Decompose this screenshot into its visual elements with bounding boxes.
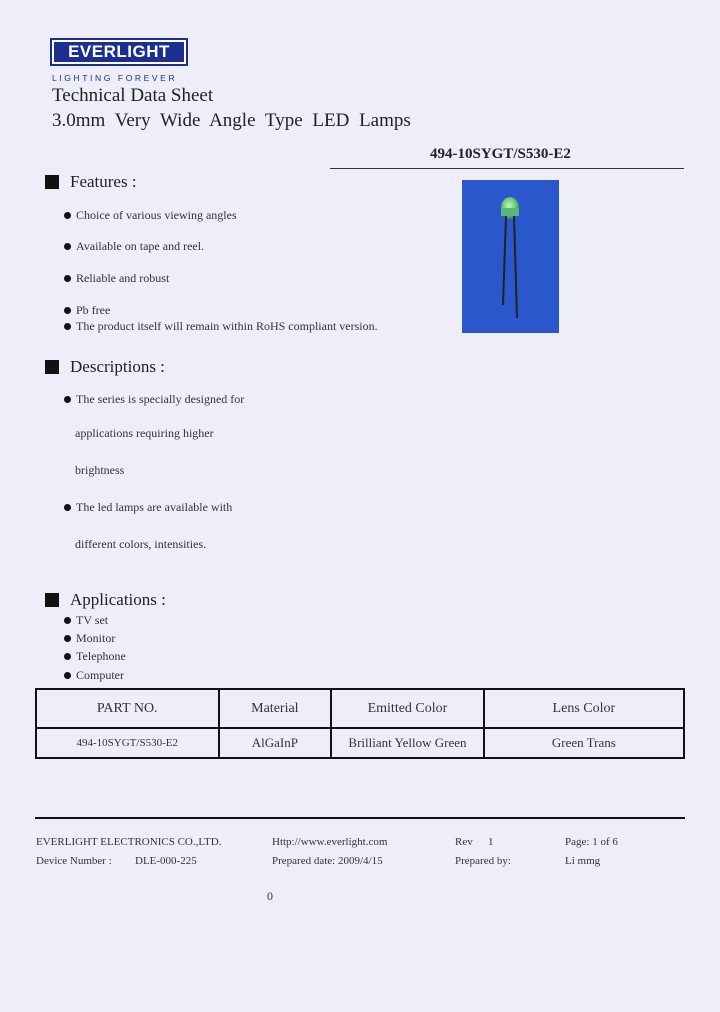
footer-rev-value: 1: [488, 836, 494, 848]
description-text: The series is specially designed for: [76, 392, 245, 406]
footer-rule: [35, 817, 685, 819]
feature-item: [64, 303, 110, 318]
table-row: [36, 728, 684, 758]
bullet-icon: [64, 212, 71, 219]
application-item: [64, 668, 124, 683]
bullet-icon: [64, 243, 71, 250]
bullet-icon: [64, 307, 71, 314]
feature-item: [64, 208, 237, 223]
description-item: [64, 392, 244, 407]
section-square-icon: [45, 175, 59, 189]
bullet-icon: [64, 504, 71, 511]
bullet-icon: [64, 635, 71, 642]
feature-item: [64, 319, 378, 334]
table-header-cell: Material: [219, 689, 332, 728]
application-text: Telephone: [76, 649, 126, 663]
descriptions-heading-text: Descriptions :: [70, 357, 165, 376]
description-text: different colors, intensities.: [75, 537, 207, 551]
feature-item: [64, 239, 204, 254]
table-cell: AlGaInP: [219, 728, 332, 758]
led-product-photo: [462, 180, 559, 333]
table-cell: Green Trans: [484, 728, 684, 758]
led-lamp-icon: [462, 180, 559, 333]
features-heading-text: Features :: [70, 172, 137, 191]
bullet-icon: [64, 396, 71, 403]
bullet-icon: [64, 672, 71, 679]
application-text: Computer: [76, 668, 124, 682]
logo-wordmark: EVERLIGHT: [54, 42, 184, 62]
applications-heading: [45, 590, 166, 610]
feature-item: [64, 271, 169, 286]
application-item: [64, 613, 108, 628]
footer-prepared-by-label: Prepared by:: [455, 855, 511, 867]
section-square-icon: [45, 593, 59, 607]
footer-rev-label: Rev: [455, 836, 473, 848]
description-item: [64, 500, 232, 515]
application-item: [64, 631, 115, 646]
applications-heading-text: Applications :: [70, 590, 166, 609]
table-cell: 494-10SYGT/S530-E2: [36, 728, 219, 758]
bullet-icon: [64, 653, 71, 660]
feature-text: Available on tape and reel.: [76, 239, 205, 253]
table-header-row: [36, 689, 684, 728]
application-text: TV set: [76, 613, 109, 627]
part-info-table: [35, 688, 685, 759]
feature-text: The product itself will remain within RoHS compliant version.: [76, 319, 378, 333]
descriptions-heading: [45, 357, 165, 377]
description-text: brightness: [75, 463, 125, 477]
footer-prepared-date: Prepared date: 2009/4/15: [272, 855, 383, 867]
document-title: Technical Data Sheet: [52, 85, 214, 106]
application-text: Monitor: [76, 631, 116, 645]
feature-text: Choice of various viewing angles: [76, 208, 237, 222]
footer-device-value: DLE-000-225: [135, 855, 197, 867]
features-heading: [45, 172, 137, 192]
footer-page-info: Page: 1 of 6: [565, 836, 618, 848]
bullet-icon: [64, 275, 71, 282]
section-square-icon: [45, 360, 59, 374]
everlight-logo: [50, 38, 188, 66]
description-text: applications requiring higher: [75, 426, 214, 440]
part-number-rule: [330, 168, 684, 169]
footer-company: EVERLIGHT ELECTRONICS CO.,LTD.: [36, 836, 222, 848]
bullet-icon: [64, 323, 71, 330]
footer-website: Http://www.everlight.com: [272, 836, 388, 848]
footer-prepared-by-value: Li mmg: [565, 855, 601, 867]
document-subtitle: 3.0mm Very Wide Angle Type LED Lamps: [52, 110, 411, 131]
feature-text: Reliable and robust: [76, 271, 170, 285]
footer-device-label: Device Number :: [36, 855, 112, 867]
table-header-cell: Lens Color: [484, 689, 684, 728]
part-number-heading: 494-10SYGT/S530-E2: [430, 146, 571, 162]
table-cell: Brilliant Yellow Green: [331, 728, 484, 758]
application-item: [64, 649, 126, 664]
table-header-cell: PART NO.: [36, 689, 219, 728]
feature-text: Pb free: [76, 303, 111, 317]
page-index: 0: [267, 889, 273, 903]
table-header-cell: Emitted Color: [331, 689, 484, 728]
description-text: The led lamps are available with: [76, 500, 233, 514]
bullet-icon: [64, 617, 71, 624]
logo-tagline: LIGHTING FOREVER: [52, 73, 178, 83]
